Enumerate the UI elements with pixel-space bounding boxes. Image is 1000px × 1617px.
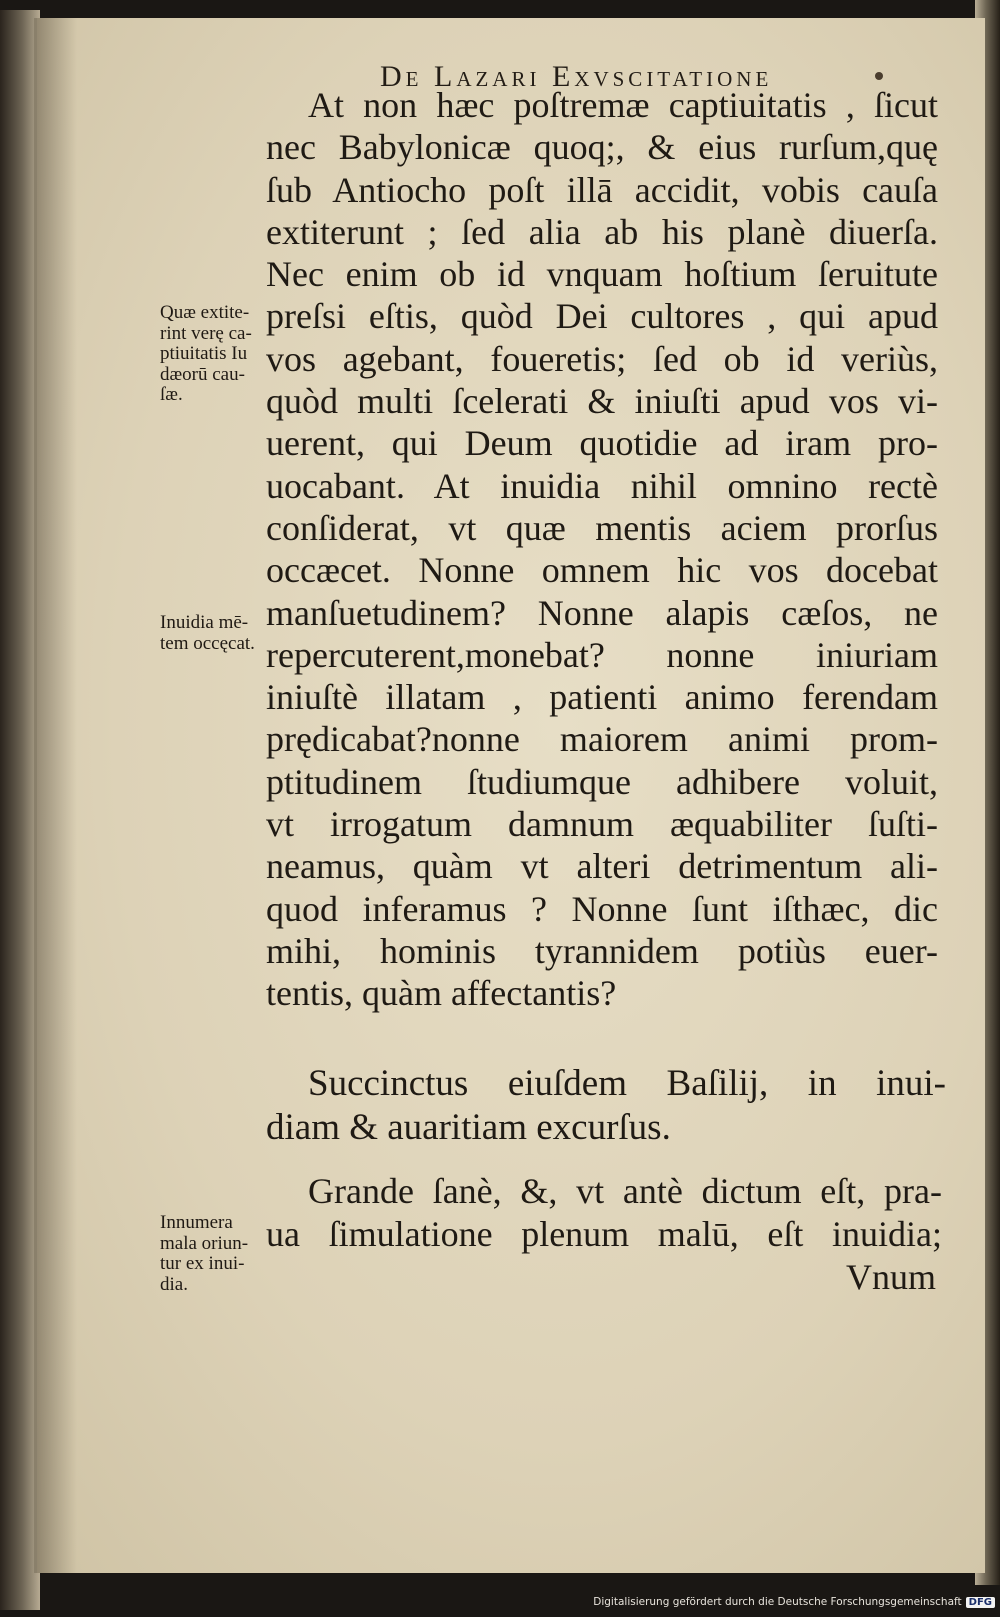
main-paragraph [266,84,938,1015]
text-line: repercuterent,monebat? nonne iniuriam [266,634,938,675]
marginal-line: Quæ extite- [160,302,250,323]
text-line: prędicabat?nonne maiorem animi prom- [266,719,938,760]
credit-text: Digitalisierung gefördert durch die Deutsche Forschungsgemeinschaft [593,1596,962,1608]
marginal-line: Innumera [160,1212,233,1233]
text-line: uocabant. At inuidia nihil omnino rectè [266,465,938,506]
text-line: neamus, quàm vt alteri detrimentum ali- [266,846,938,887]
text-line: conſiderat, vt quæ mentis aciem prorſus [266,507,938,548]
text-line: manſuetudinem? Nonne alapis cæſos, ne [266,592,938,633]
text-line: vos agebant, foueretis; ſed ob id veriùs, [266,338,938,379]
text-line: tentis, quàm affectantis? [266,973,617,1014]
text-line: ptitudinem ſtudiumque adhibere voluit, [266,761,938,802]
heading-line: diam & auaritiam excurſus. [266,1107,671,1148]
marginal-line: dia. [160,1273,188,1295]
catchword: Vnum [846,1257,936,1297]
marginal-line: tur ex inui- [160,1253,245,1274]
marginal-line: tem occęcat. [160,632,255,654]
text-line: nec Babylonicæ quoq;, & eius rurſum,quę [266,127,938,168]
heading-line: Succinctus eiuſdem Baſilij, in inui- [308,1063,946,1104]
marginal-line: dæorū cau- [160,363,245,385]
marginal-line: ſæ. [160,384,183,405]
text-line: uerent, qui Deum quotidie ad iram pro- [266,423,938,464]
second-paragraph [266,1170,942,1299]
text-line: ſub Antiocho poſt illā accidit, vobis cauſa [266,169,938,210]
text-line: quod inferamus ? Nonne ſunt iſthæc, dic [266,888,938,929]
section-heading [266,1062,946,1150]
text-line: Grande ſanè, &, vt antè dictum eſt, pra- [308,1171,942,1211]
marginal-line: mala oriun- [160,1232,249,1254]
text-line: preſsi eſtis, quòd Dei cultores , qui apud [266,296,938,337]
ink-mark [875,72,883,80]
text-line: vt irrogatum damnum æquabiliter ſuſti- [266,804,938,845]
running-head: De Lazari Exvscitatione [380,60,773,93]
text-line: iniuſtè illatam , patienti animo ferendam [266,677,938,718]
text-line: Nec enim ob id vnquam hoſtium ſeruitute [266,254,938,295]
text-line: occæcet. Nonne omnem hic vos docebat [266,550,938,591]
dfg-logo: DFG [966,1597,995,1608]
digitization-credit [590,1596,995,1614]
marginal-line: rint verę ca- [160,322,252,344]
text-line: ua ſimulatione plenum malū, eſt inuidia; [266,1214,942,1254]
marginal-note [160,1213,300,1295]
marginal-note [160,613,300,654]
text-line: extiterunt ; ſed alia ab his planè diuerſa. [266,211,938,252]
marginal-line: ptiuitatis Iu [160,343,248,364]
marginal-note [160,303,300,406]
text-line: quòd multi ſcelerati & iniuſti apud vos vi- [266,381,938,422]
text-line: At non hæc poſtremæ captiuitatis , ſicut [308,85,938,125]
text-line: mihi, hominis tyrannidem potiùs euer- [266,930,938,971]
marginal-line: Inuidia mē- [160,612,249,633]
page-gutter-shadow [37,18,77,1573]
